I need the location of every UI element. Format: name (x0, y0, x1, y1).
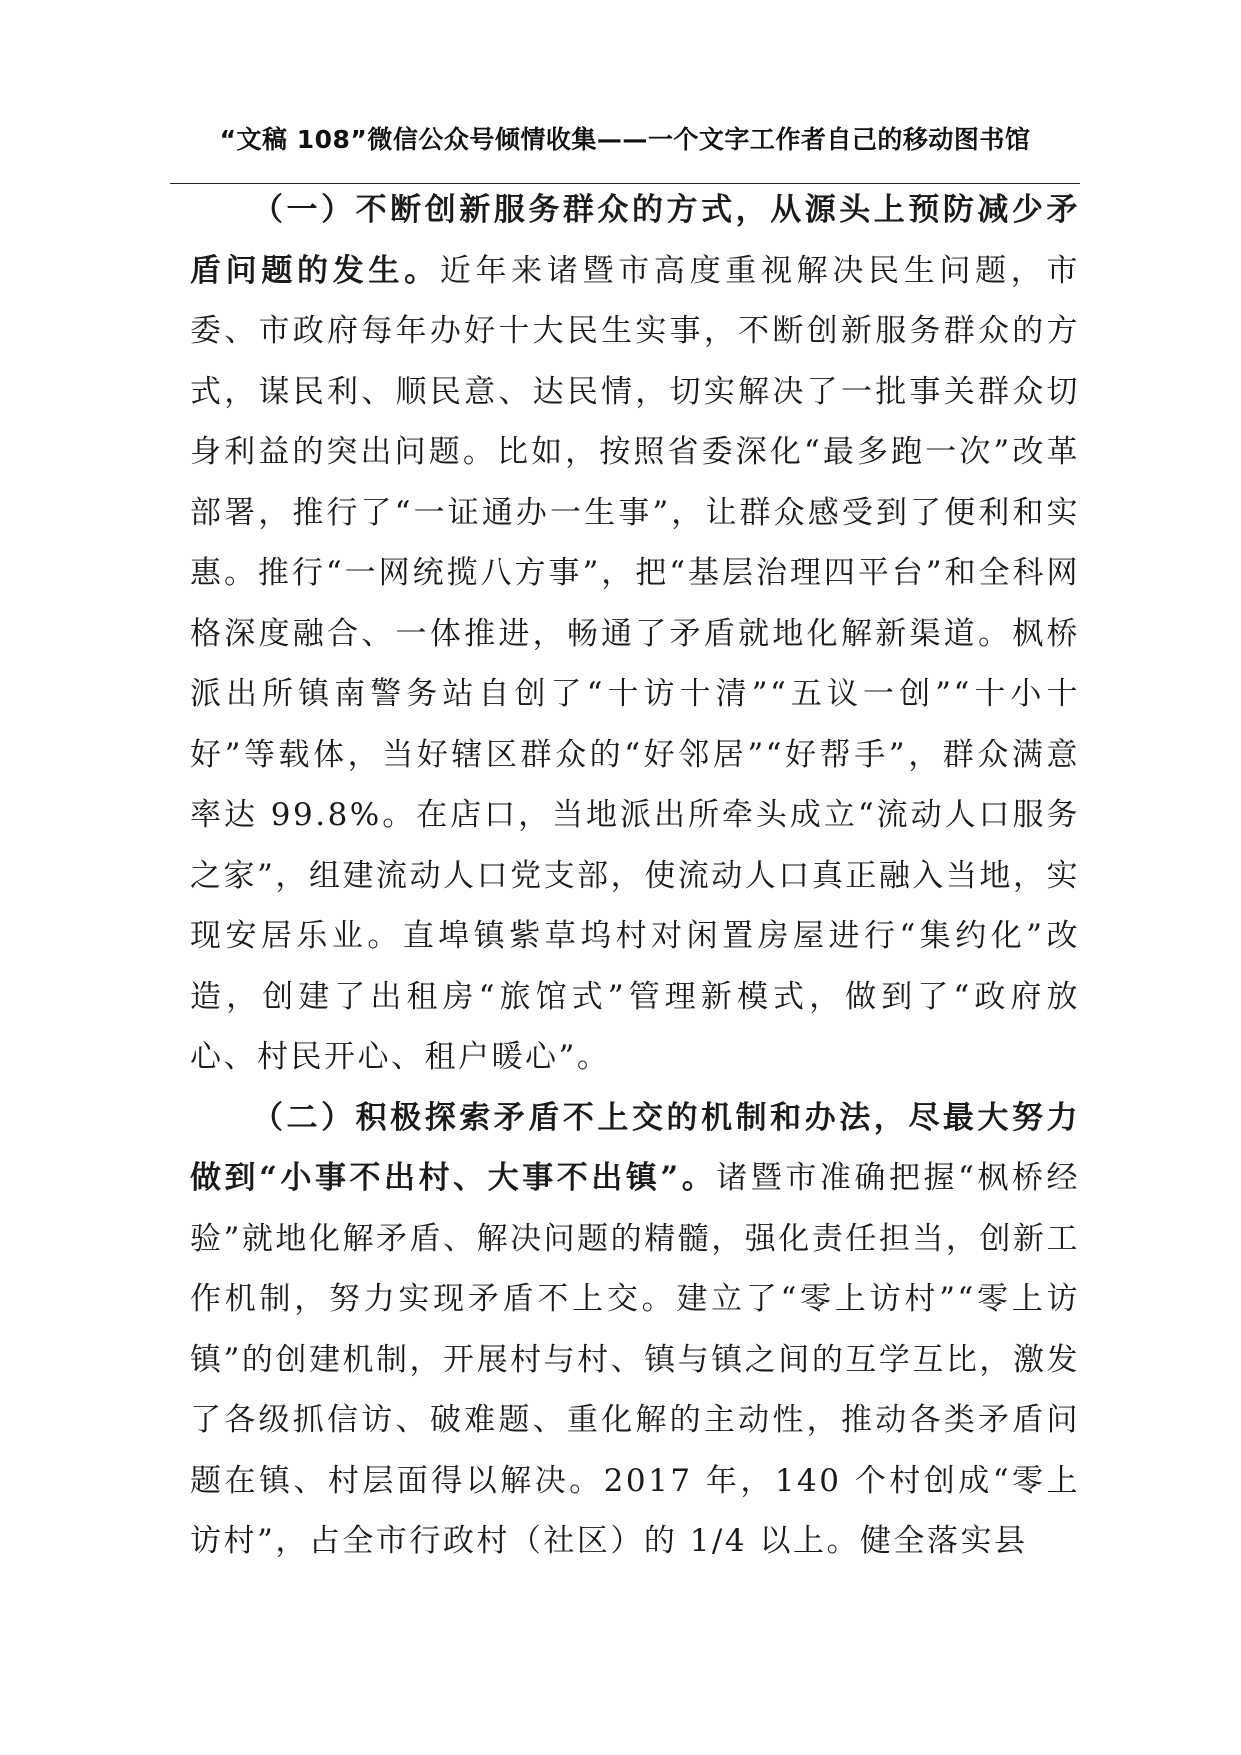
paragraph-2 (190, 1088, 1080, 1572)
paragraph-2-heading: （二）积极探索矛盾不上交的机制和办法，尽最大努力做到“小事不出村、大事不出镇”。 (190, 1099, 1080, 1196)
page-header: “文稿 108”微信公众号倾情收集——一个文字工作者自己的移动图书馆 (219, 125, 1031, 154)
paragraph-1-heading: （一）不断创新服务群众的方式，从源头上预防减少矛盾问题的发生。 (190, 192, 1080, 289)
paragraph-1 (190, 180, 1080, 1088)
document-body (190, 180, 1080, 1572)
paragraph-1-text: 近年来诸暨市高度重视解决民生问题，市委、市政府每年办好十大民生实事，不断创新服务群众的方式，谋民利、顺民意、达民情，切实解决了一批事关群众切身利益的突出问题。比如，按照省委深化“最多跑一次”改革部署，推行了“一证通办一生事”，让群众感受到了便利和实惠。推行“一网统揽八方事”，把“基层治理四平台”和全科网格深度融合、一体推进，畅通了矛盾就地化解新渠道。枫桥派出所镇南警务站自创了“十访十清”“五议一创”“十小十好”等载体，当好辖区群众的“好邻居”“好帮手”，群众满意率达 99.8%。在店口，当地派出所牵头成立“流动人口服务之家”，组建流动人口党支部，使流动人口真正融入当地，实现安居乐业。直埠镇紫草坞村对闲置房屋进行“集约化”改造，创建了出租房“旅馆式”管理新模式，做到了“政府放心、村民开心、租户暖心”。 (190, 252, 1080, 1075)
paragraph-2-text: 诸暨市准确把握“枫桥经验”就地化解矛盾、解决问题的精髓，强化责任担当，创新工作机制，努力实现矛盾不上交。建立了“零上访村”“零上访镇”的创建机制，开展村与村、镇与镇之间的互学互比，激发了各级抓信访、破难题、重化解的主动性，推动各类矛盾问题在镇、村层面得以解决。2017 年，140 个村创成“零上访村”，占全市行政村（社区）的 1/4 以上。健全落实县 (190, 1160, 1080, 1559)
